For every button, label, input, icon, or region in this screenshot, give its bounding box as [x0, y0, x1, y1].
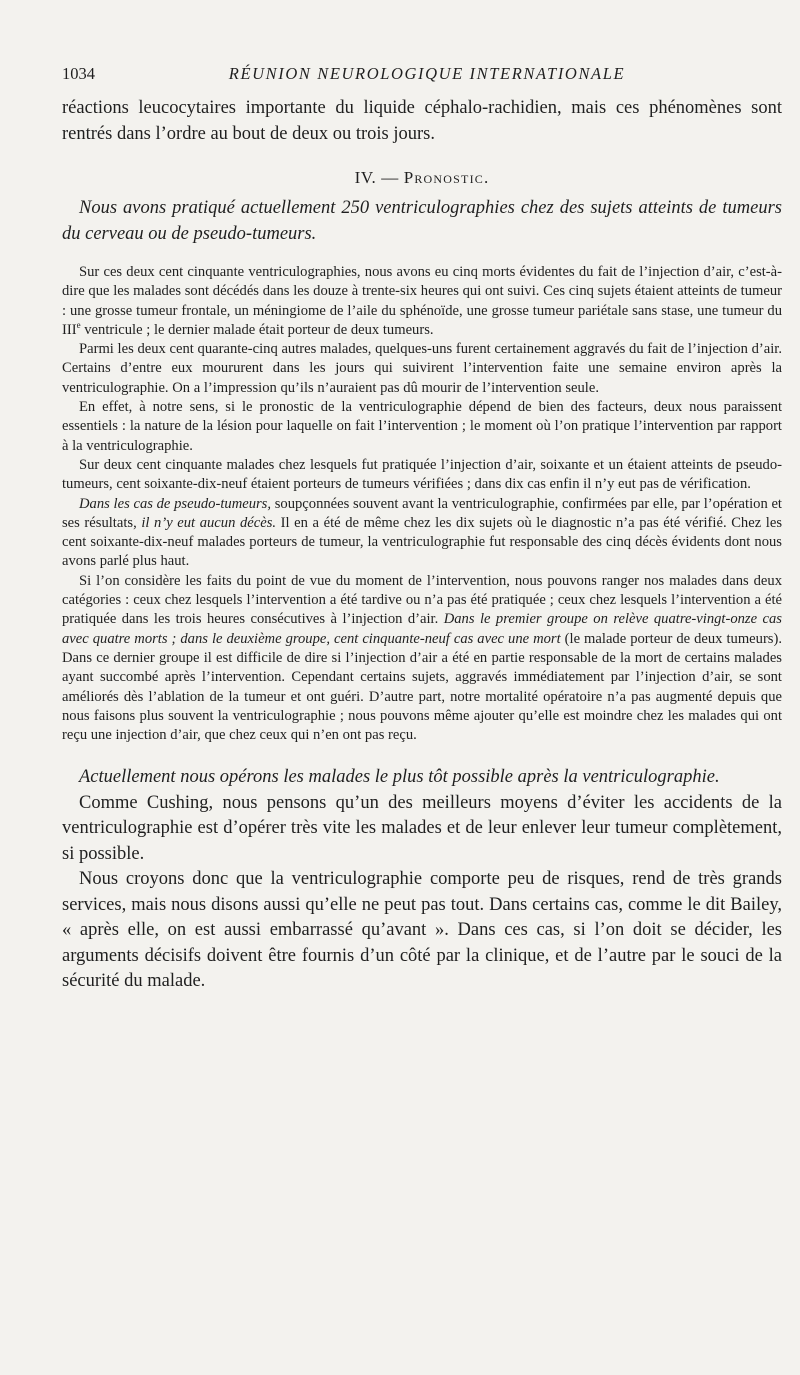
section-title: Pronostic. [403, 168, 490, 187]
page-number: 1034 [62, 64, 95, 83]
small-paragraph: Dans les cas de pseudo-tumeurs, soupçonnées souvent avant la ventriculographie, confirmées par elle, par l’opération et ses résultats, il n’y eut aucun décès. Il en a été de même chez les dix sujets où le diagnostic n’a pas été vérifié. Chez les cent soixante-dix-neuf malades porteurs de tumeur, la ventriculographie fut responsable des cinq décès évidents dont nous avons parlé plus haut. [62, 495, 782, 570]
small-paragraph: Parmi les deux cent quarante-cinq autres malades, quelques-uns furent certainement aggravés du fait de l’injection d’air. Certains d’entre eux moururent dans les jours qui suivirent l’intervention faite une semaine environ après la ventriculographie. On a l’impression qu’ils n’auraient pas dû mourir de l’intervention seule. [62, 341, 782, 396]
lead-statement: Nous avons pratiqué actuellement 250 ventriculographies chez des sujets atteints de tumeurs du cerveau ou de pseudo-tumeurs. [62, 198, 782, 244]
section-dash: — [381, 168, 399, 187]
lead-statement: Actuellement nous opérons les malades le plus tôt possible après la ventriculographie. [79, 767, 720, 788]
small-paragraph: En effet, à notre sens, si le pronostic de la ventriculographie dépend de bien des facteurs, deux nous paraissent essentiels : la nature de la lésion pour laquelle on fait l’intervention ; le moment où l’on pratique l’intervention par rapport à la ventriculographie. [62, 399, 782, 454]
paragraph-continuation: réactions leucocytaires importante du liquide céphalo-rachidien, mais ces phénomènes sont rentrés dans l’ordre au bout de deux ou trois jours. [62, 98, 782, 144]
small-paragraph: Sur ces deux cent cinquante ventriculographies, nous avons eu cinq morts évidentes du fait de l’injection d’air, c’est-à-dire que les malades sont décédés dans les douze à trente-six heures qui ont suivi. Ces cinq sujets étaient atteints de tumeur : une grosse tumeur frontale, un méningiome de l’aile du sphénoïde, une grosse tumeur pariétale sans stase, une tumeur du IIIe ventricule ; le dernier malade était porteur de deux tumeurs. [62, 264, 782, 338]
running-title: RÉUNION NEUROLOGIQUE INTERNATIONALE [228, 64, 626, 83]
paragraph: Comme Cushing, nous pensons qu’un des meilleurs moyens d’éviter les accidents de la ventriculographie est d’opérer très vite les malades et de leur enlever leur tumeur complètement, si possible. [62, 792, 782, 864]
page-body [62, 96, 782, 995]
small-paragraph: Si l’on considère les faits du point de vue du moment de l’intervention, nous pouvons ranger nos malades dans deux catégories : ceux chez lesquels l’intervention a été tardive ou n’a pas été pratiquée ; ceux chez lesquels l’intervention a été pratiquée dans les trois heures consécutives à l’injection d’air. Dans le premier groupe on relève quatre-vingt-onze cas avec quatre morts ; dans le deuxième groupe, cent cinquante-neuf cas avec une mort (le malade porteur de deux tumeurs). Dans ce dernier groupe il est difficile de dire si l’injection d’air a été en partie responsable de la mort de certains malades ayant succombé après l’intervention. Cependant certains sujets, aggravés immédiatement par l’injection d’air, se sont améliorés dès l’ablation de la tumeur et ont guéri. D’autre part, notre mortalité opératoire n’a pas augmenté depuis que nous faisons plus souvent la ventriculographie ; nous pouvons même ajouter qu’elle est moindre chez les malades qui ont reçu une injection d’air, que chez ceux qui n’en ont pas reçu. [62, 572, 782, 744]
page-header [62, 64, 762, 84]
small-paragraph: Sur deux cent cinquante malades chez lesquels fut pratiquée l’injection d’air, soixante et un étaient atteints de pseudo-tumeurs, cent soixante-dix-neuf étaient porteurs de tumeurs vérifiées ; dans dix cas enfin il n’y eut pas de vérification. [62, 456, 782, 493]
paragraph: Nous croyons donc que la ventriculographie comporte peu de risques, rend de très grands services, mais nous disons aussi qu’elle ne peut pas tout. Dans certains cas, comme le dit Bailey, « après elle, on est aussi embarrassé qu’avant ». Dans ces cas, si l’on doit se décider, les arguments décisifs doivent être fournis d’un côté par la clinique, et de l’autre par le souci de la sécurité du malade. [62, 869, 782, 992]
section-heading [62, 168, 782, 188]
section-numeral: IV. [354, 168, 377, 187]
